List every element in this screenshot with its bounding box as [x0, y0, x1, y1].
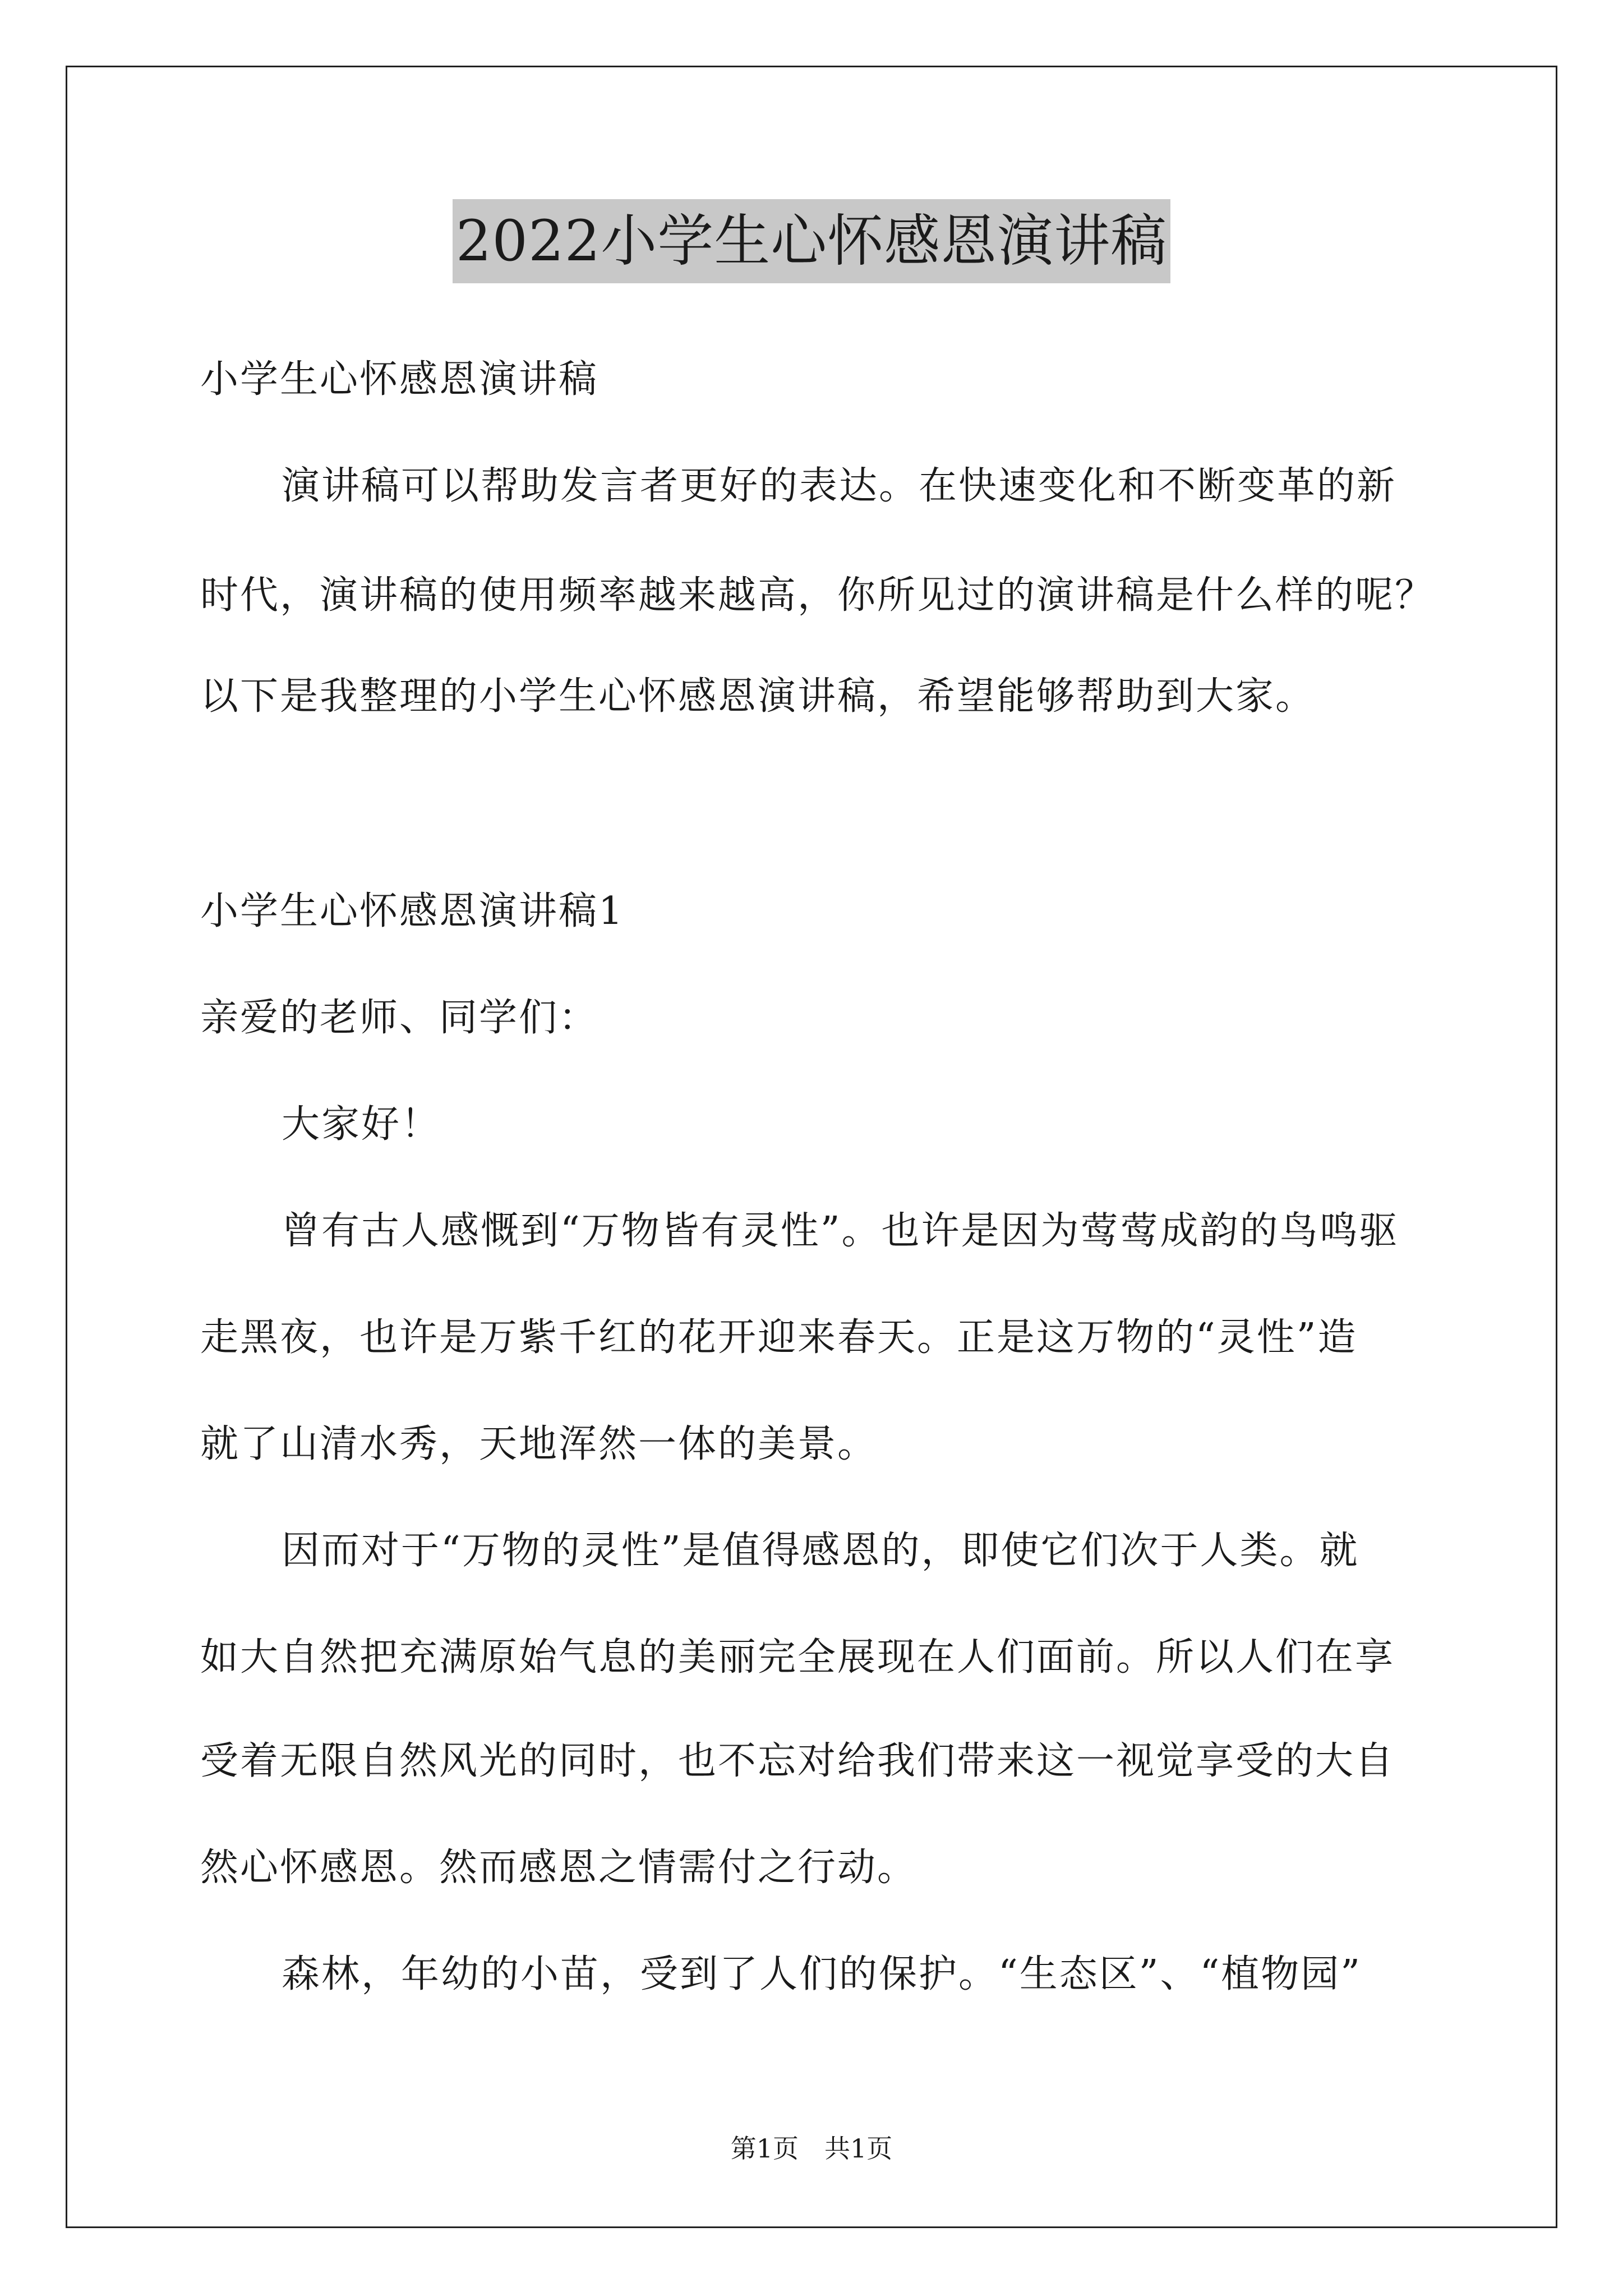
para1-line-1: 曾有古人感慨到“万物皆有灵性”。也许是因为莺莺成韵的鸟鸣驱 — [282, 1209, 1399, 1253]
para1-line-2: 走黑夜，也许是万紫千红的花开迎来春天。正是这万物的“灵性”造 — [200, 1315, 1358, 1360]
page-footer: 第1页 共1页 — [730, 2133, 893, 2164]
document-title: 2022小学生心怀感恩演讲稿 — [453, 199, 1171, 283]
title-container — [0, 199, 1623, 283]
intro-line-3: 以下是我整理的小学生心怀感恩演讲稿，希望能够帮助到大家。 — [200, 674, 1316, 719]
para2-line-2: 如大自然把充满原始气息的美丽完全展现在人们面前。所以人们在享 — [200, 1635, 1395, 1680]
section-heading: 小学生心怀感恩演讲稿1 — [200, 889, 625, 933]
subtitle: 小学生心怀感恩演讲稿 — [200, 357, 599, 402]
salutation: 亲爱的老师、同学们： — [200, 996, 599, 1040]
para3-line-1: 森林，年幼的小苗，受到了人们的保护。“生态区”、“植物园” — [282, 1952, 1362, 1996]
para1-line-3: 就了山清水秀，天地浑然一体的美景。 — [200, 1422, 878, 1466]
greeting: 大家好！ — [282, 1102, 441, 1147]
intro-line-2: 时代，演讲稿的使用频率越来越高，你所见过的演讲稿是什么样的呢？ — [200, 573, 1435, 618]
para2-line-1: 因而对于“万物的灵性”是值得感恩的，即使它们次于人类。就 — [282, 1529, 1359, 1573]
para2-line-3: 受着无限自然风光的同时，也不忘对给我们带来这一视觉享受的大自 — [200, 1739, 1395, 1783]
para2-line-4: 然心怀感恩。然而感恩之情需付之行动。 — [200, 1846, 917, 1890]
intro-line-1: 演讲稿可以帮助发言者更好的表达。在快速变化和不断变革的新 — [282, 464, 1397, 508]
